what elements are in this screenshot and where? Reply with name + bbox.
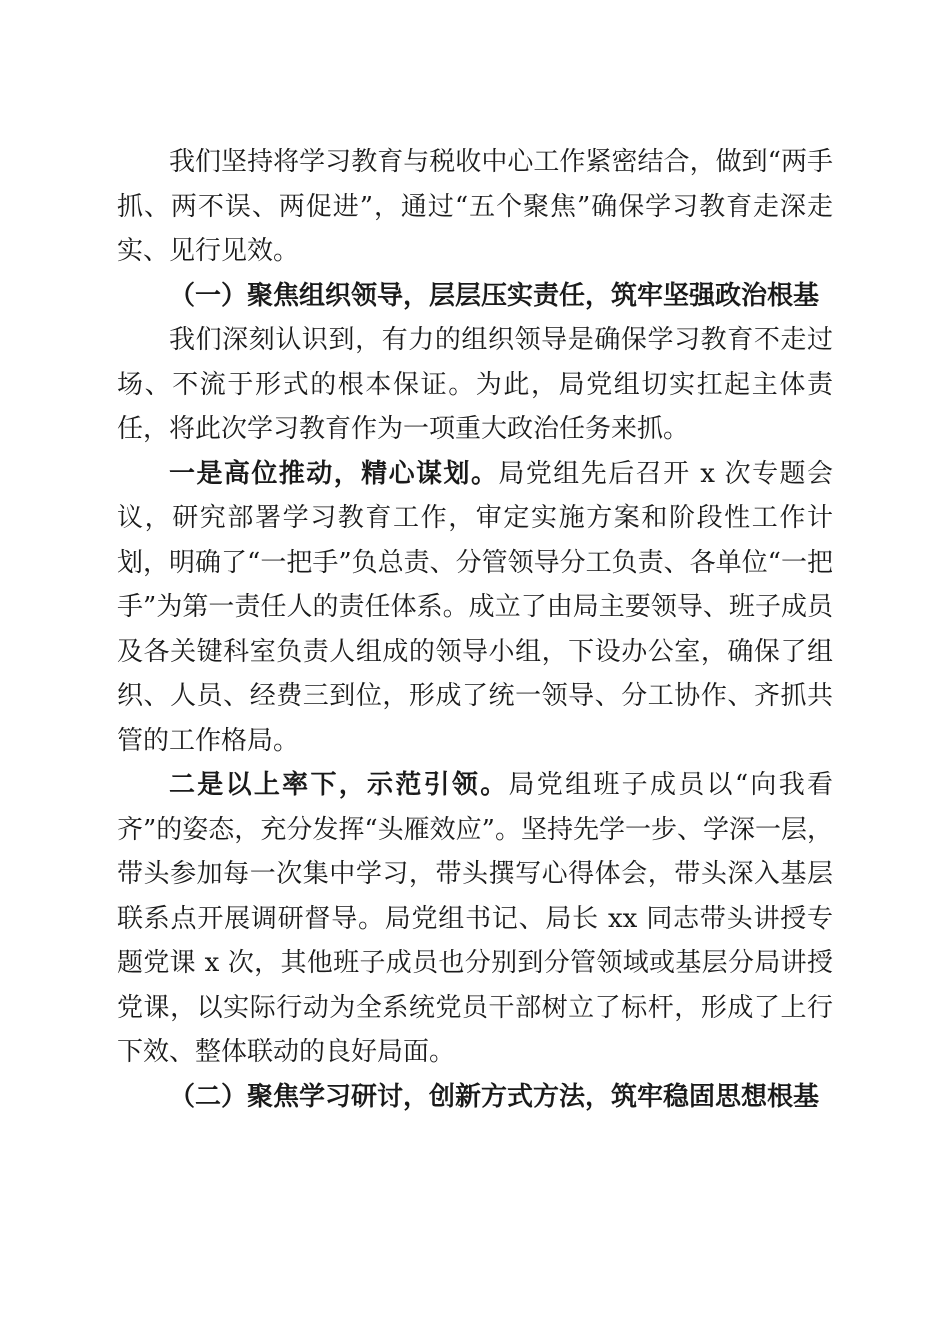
section-heading-1: （一）聚焦组织领导，层层压实责任，筑牢坚强政治根基 [169,280,820,311]
point-one-lead: 一是高位推动，精心谋划。 [169,458,499,489]
point-two-paragraph [117,763,833,1075]
point-two-lead: 二是以上率下，示范引领。 [169,770,509,800]
intro-paragraph: 我们坚持将学习教育与税收中心工作紧密结合，做到“两手抓、两不误、两促进”，通过“五个聚焦”确保学习教育走深走实、见行见效。 [117,147,833,266]
point-one-body: 局党组先后召开 x 次专题会议，研究部署学习教育工作，审定实施方案和阶段性工作计划，明确了“一把手”负总责、分管领导分工负责、各单位“一把手”为第一责任人的责任体系。成立了由局主要领导、班子成员及各关键科室负责人组成的领导小组，下设办公室，确保了组织、人员、经费三到位，形成了统一领导、分工协作、齐抓共管的工作格局。 [117,458,833,756]
document-page [117,140,833,1119]
section-heading-2: （二）聚焦学习研讨，创新方式方法，筑牢稳固思想根基 [169,1081,820,1112]
point-two-body: 局党组班子成员以“向我看齐”的姿态，充分发挥“头雁效应”。坚持先学一步、学深一层，带头参加每一次集中学习，带头撰写心得体会，带头深入基层联系点开展调研督导。局党组书记、局长 xx 同志带头讲授专题党课 x 次，其他班子成员也分别到分管领域或基层分局讲授党课，以实际行动为全系统党员干部树立了标杆，形成了上行下效、整体联动的良好局面。 [117,770,833,1067]
organization-paragraph: 我们深刻认识到，有力的组织领导是确保学习教育不走过场、不流于形式的根本保证。为此，局党组切实扛起主体责任，将此次学习教育作为一项重大政治任务来抓。 [117,325,833,444]
point-one-paragraph [117,452,833,764]
